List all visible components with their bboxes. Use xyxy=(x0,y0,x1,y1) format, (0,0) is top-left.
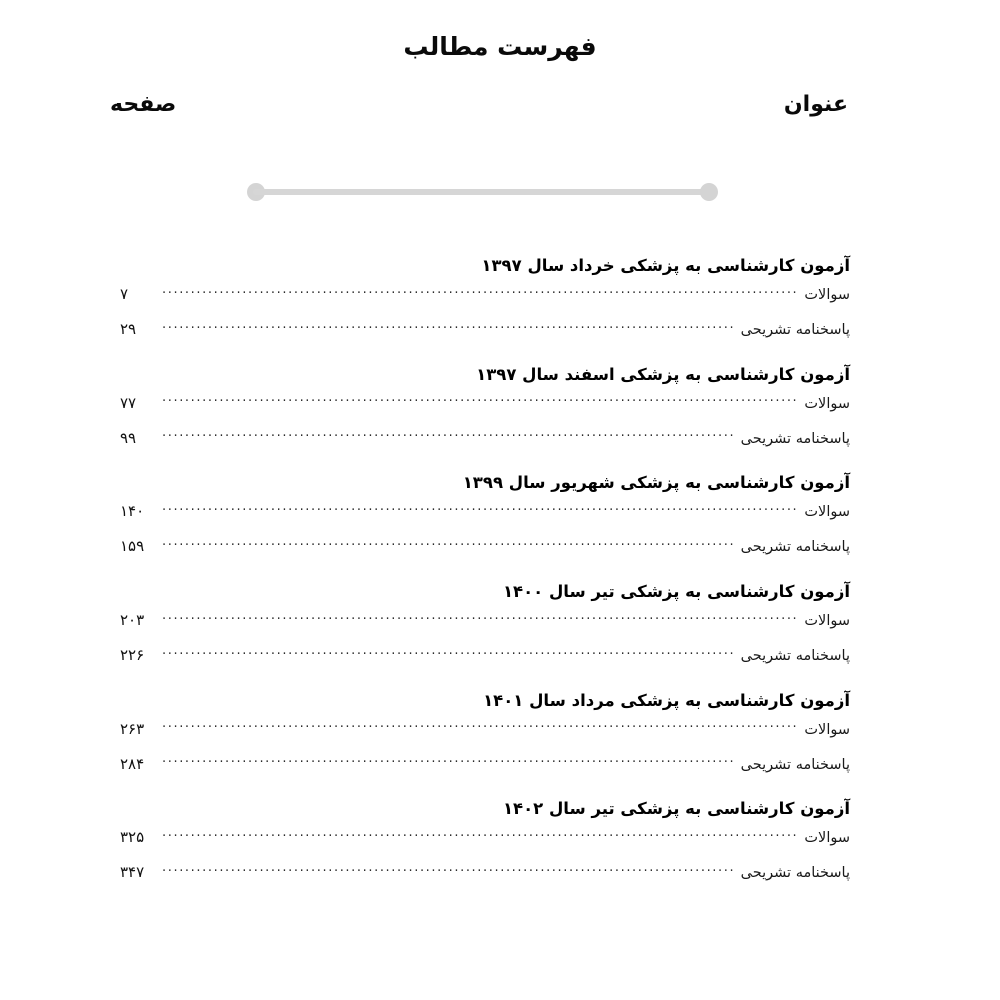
toc-entry-label: پاسخنامه تشریحی xyxy=(740,865,850,882)
dot-leader xyxy=(162,502,797,517)
toc-entry-label: سوالات xyxy=(804,721,850,738)
toc-entry-page-number: ۱۵۹ xyxy=(120,537,145,556)
toc-entry[interactable] xyxy=(120,754,850,789)
toc-entry-page-number: ۲۶۳ xyxy=(120,719,145,738)
toc-section xyxy=(120,463,850,572)
toc-entry-label: سوالات xyxy=(804,504,850,521)
dot-leader xyxy=(162,863,734,878)
dot-leader xyxy=(162,393,797,408)
toc-entry-page-number: ۲۰۳ xyxy=(120,611,145,629)
decorative-divider xyxy=(247,183,718,201)
dot-leader xyxy=(162,646,734,661)
toc-section xyxy=(120,246,850,355)
toc-entry-page-number: ۱۴۰ xyxy=(120,502,145,521)
section-heading: آزمون کارشناسی به پزشکی اسفند سال ۱۳۹۷ xyxy=(476,364,850,384)
section-heading: آزمون کارشناسی به پزشکی شهریور سال ۱۳۹۹ xyxy=(462,473,850,493)
section-heading: آزمون کارشناسی به پزشکی تیر سال ۱۴۰۲ xyxy=(502,799,850,819)
toc-entry[interactable] xyxy=(120,537,850,572)
toc-entry-label: پاسخنامه تشریحی xyxy=(740,756,850,773)
dot-leader xyxy=(162,611,797,626)
toc-section xyxy=(120,572,850,681)
toc-entry[interactable] xyxy=(120,285,850,320)
divider-dot-right-icon xyxy=(700,183,718,201)
toc-entry[interactable] xyxy=(120,719,850,754)
dot-leader xyxy=(162,285,797,300)
page-title: فهرست مطالب xyxy=(403,32,597,61)
toc-entry-label: سوالات xyxy=(804,613,850,629)
toc-entry-page-number: ۷۷ xyxy=(120,393,137,412)
toc-entry-label: سوالات xyxy=(804,395,850,412)
toc-entry-page-number: ۳۲۵ xyxy=(120,828,145,847)
toc-entry[interactable] xyxy=(120,428,850,463)
section-heading: آزمون کارشناسی به پزشکی خرداد سال ۱۳۹۷ xyxy=(481,256,850,275)
toc-section xyxy=(120,681,850,790)
toc-section xyxy=(120,789,850,898)
section-heading: آزمون کارشناسی به پزشکی مرداد سال ۱۴۰۱ xyxy=(483,690,850,710)
toc-entry-label: پاسخنامه تشریحی xyxy=(740,322,850,339)
dot-leader xyxy=(162,719,797,734)
toc-entry-page-number: ۲۹ xyxy=(120,320,137,339)
dot-leader xyxy=(162,754,734,769)
table-of-contents xyxy=(120,246,850,898)
column-header-page: صفحه xyxy=(110,92,177,117)
toc-entry-page-number: ۳۴۷ xyxy=(120,863,145,882)
toc-entry-page-number: ۲۸۴ xyxy=(120,754,145,773)
toc-entry[interactable] xyxy=(120,502,850,537)
toc-entry-label: سوالات xyxy=(804,287,850,304)
dot-leader xyxy=(162,537,734,552)
toc-entry-page-number: ۹۹ xyxy=(120,428,137,447)
toc-entry-label: پاسخنامه تشریحی xyxy=(740,539,850,556)
dot-leader xyxy=(162,320,734,335)
toc-entry[interactable] xyxy=(120,611,850,646)
section-heading: آزمون کارشناسی به پزشکی تیر سال ۱۴۰۰ xyxy=(502,581,850,601)
toc-entry-label: پاسخنامه تشریحی xyxy=(740,430,850,447)
column-header-title: عنوان xyxy=(783,92,848,117)
toc-entry-page-number: ۲۲۶ xyxy=(120,646,145,664)
toc-entry-label: پاسخنامه تشریحی xyxy=(740,648,850,664)
toc-entry[interactable] xyxy=(120,828,850,863)
toc-section xyxy=(120,355,850,464)
toc-entry[interactable] xyxy=(120,646,850,681)
toc-entry-page-number: ۷ xyxy=(120,285,129,304)
toc-entry[interactable] xyxy=(120,863,850,898)
toc-entry[interactable] xyxy=(120,320,850,355)
dot-leader xyxy=(162,828,797,843)
divider-bar xyxy=(253,189,712,195)
toc-entry-label: سوالات xyxy=(804,830,850,847)
dot-leader xyxy=(162,428,734,443)
column-headers xyxy=(110,92,848,117)
toc-entry[interactable] xyxy=(120,393,850,428)
